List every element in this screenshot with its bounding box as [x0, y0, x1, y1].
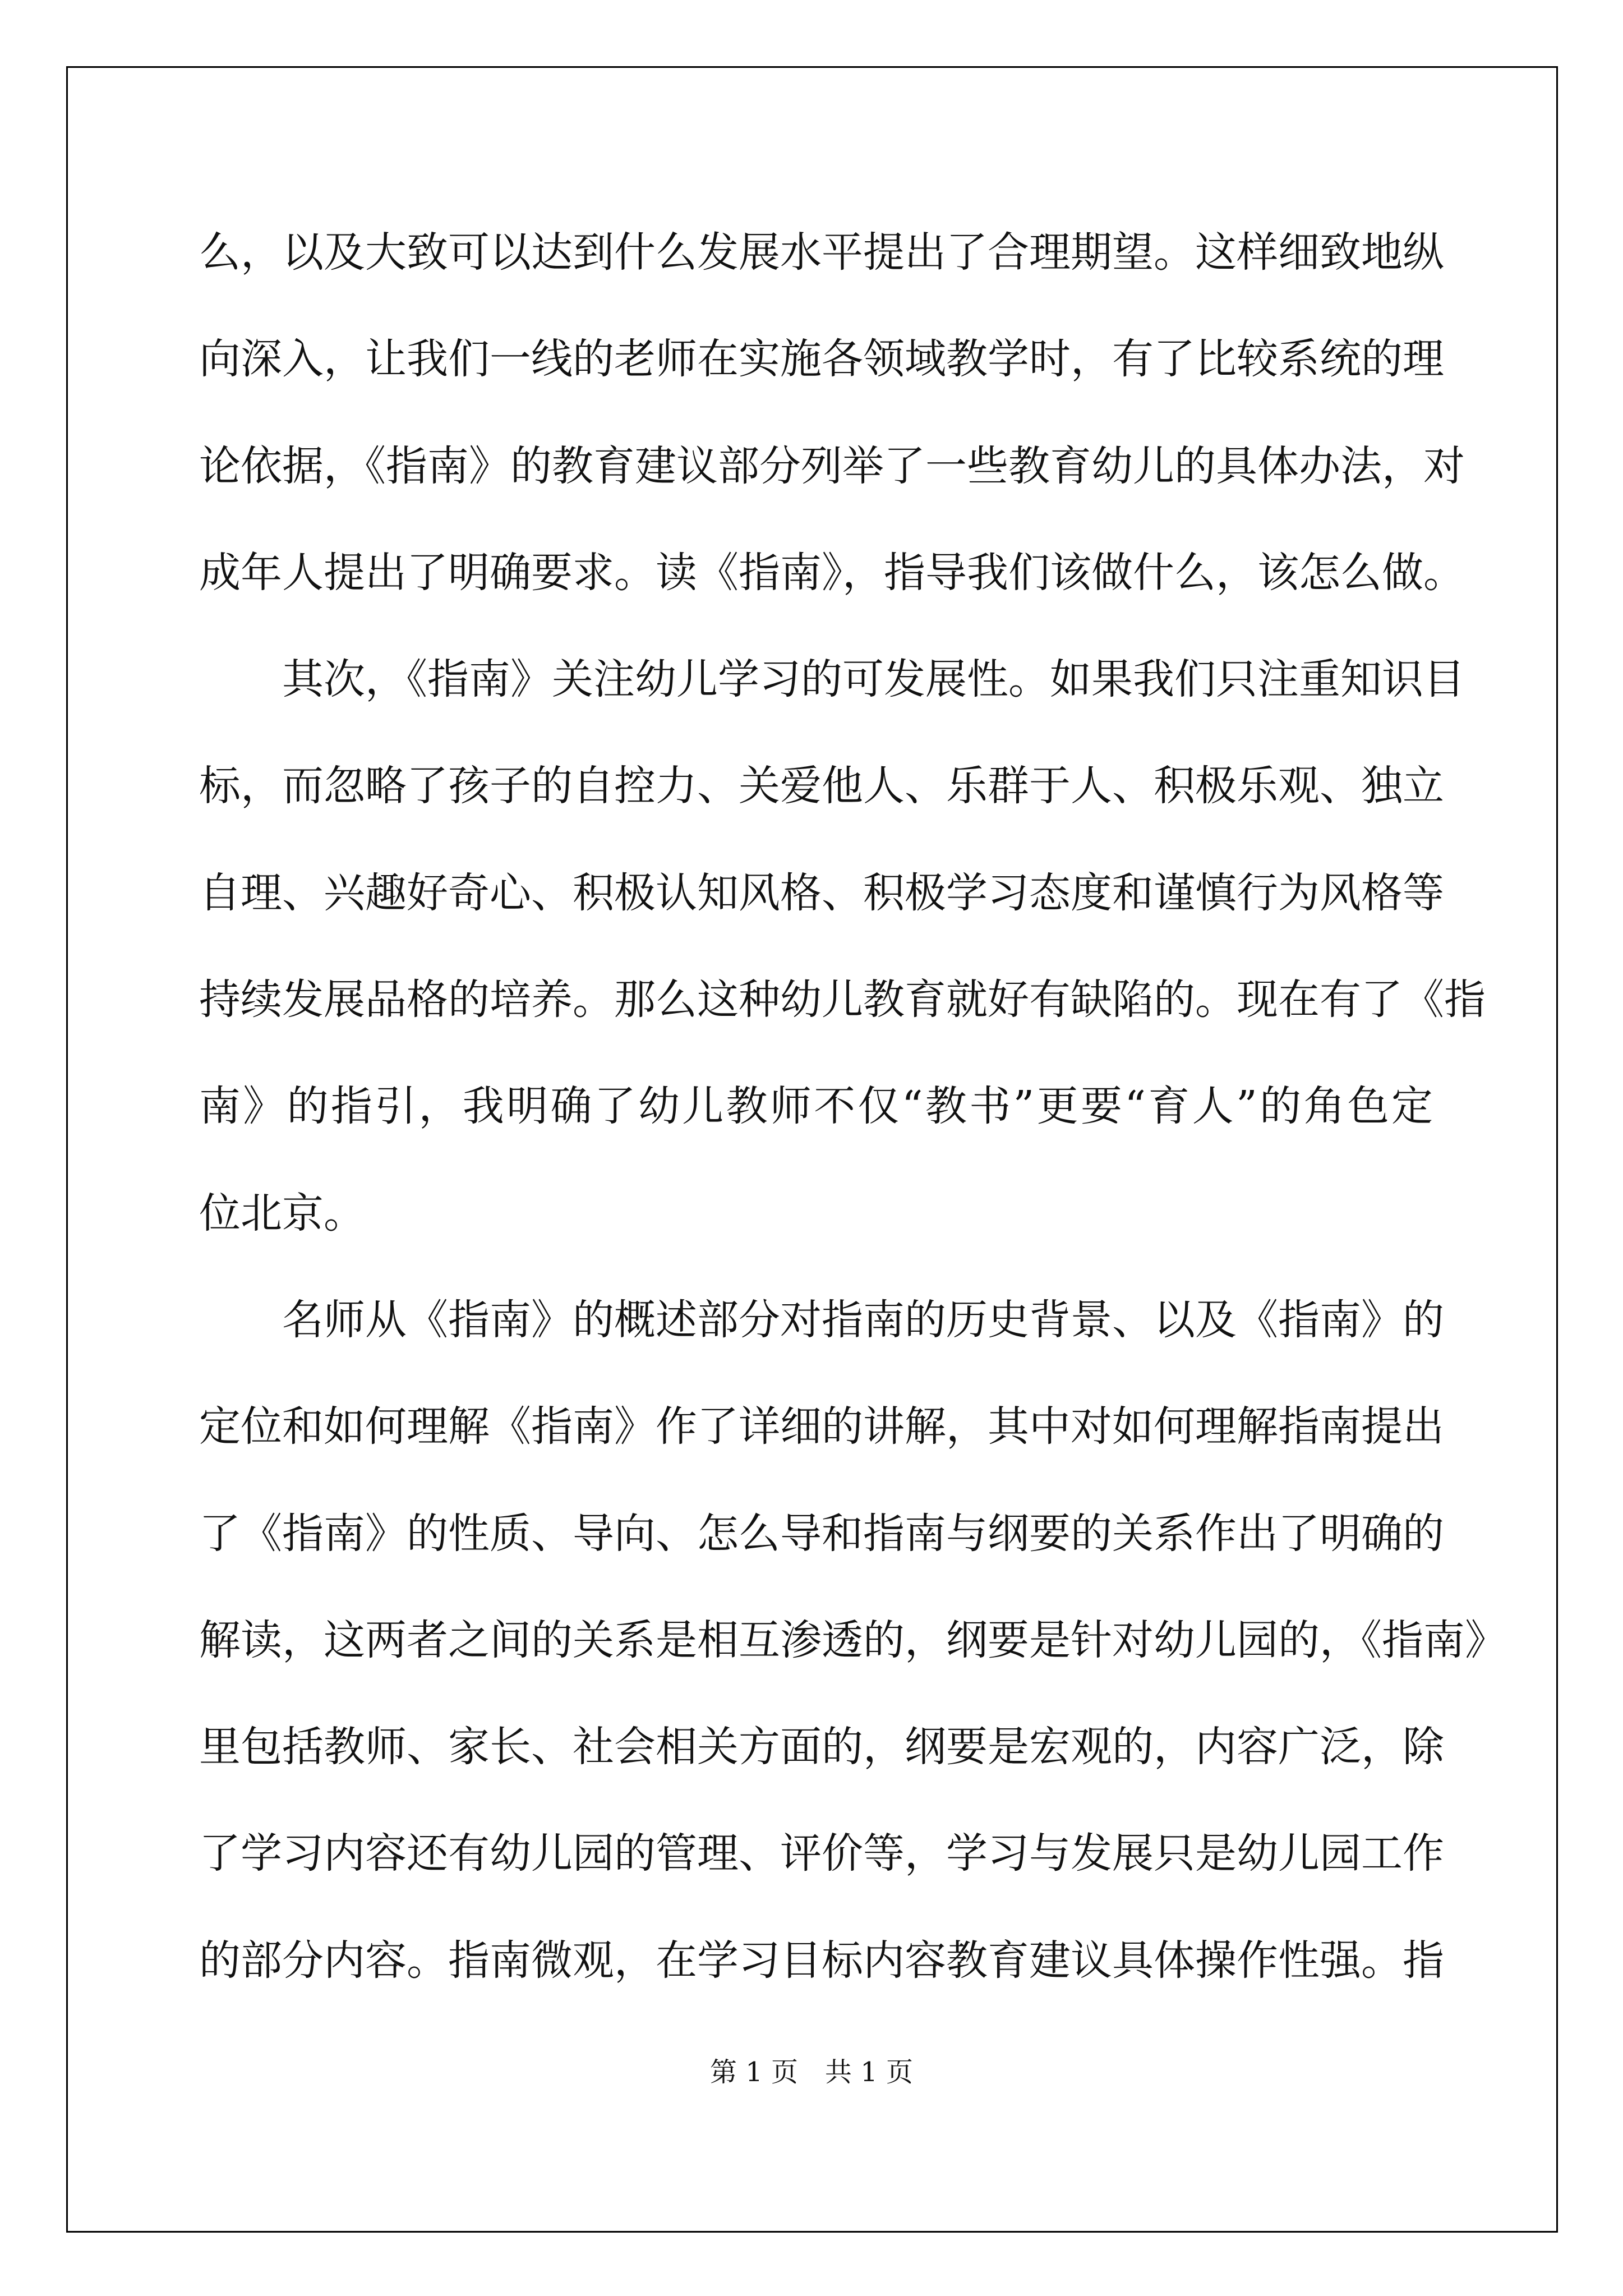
- text-line: 了学习内容还有幼儿园的管理、评价等，学习与发展只是幼儿园工作: [199, 1829, 1444, 1878]
- text-line: 里包括教师、家长、社会相关方面的，纲要是宏观的，内容广泛，除: [199, 1723, 1444, 1772]
- text-line: 位北京。: [199, 1189, 365, 1237]
- text-line: 定位和如何理解《指南》作了详细的讲解，其中对如何理解指南提出: [199, 1402, 1444, 1451]
- text-line: 其次，《指南》关注幼儿学习的可发展性。如果我们只注重知识目: [282, 655, 1465, 704]
- document-body: [199, 199, 1506, 2014]
- text-line: 么，以及大致可以达到什么发展水平提出了合理期望。这样细致地纵: [199, 228, 1444, 277]
- text-line: 向深入，让我们一线的老师在实施各领域教学时，有了比较系统的理: [199, 335, 1444, 384]
- text-line: 解读，这两者之间的关系是相互渗透的，纲要是针对幼儿园的，《指南》: [199, 1616, 1506, 1664]
- text-line: 南》的指引，我明确了幼儿教师不仅“教书”更要“育人”的角色定: [199, 1082, 1433, 1131]
- text-line: 的部分内容。指南微观，在学习目标内容教育建议具体操作性强。指: [199, 1936, 1444, 1985]
- page-footer: 第 1 页 共 1 页: [709, 2056, 914, 2088]
- text-line: 名师从《指南》的概述部分对指南的历史背景、以及《指南》的: [282, 1295, 1444, 1344]
- text-line: 成年人提出了明确要求。读《指南》，指导我们该做什么，该怎么做。: [199, 548, 1465, 597]
- text-line: 标，而忽略了孩子的自控力、关爱他人、乐群于人、积极乐观、独立: [199, 762, 1444, 811]
- text-line: 论依据，《指南》的教育建议部分列举了一些教育幼儿的具体办法，对: [199, 441, 1465, 490]
- text-line: 了《指南》的性质、导向、怎么导和指南与纲要的关系作出了明确的: [199, 1509, 1444, 1558]
- text-line: 自理、兴趣好奇心、积极认知风格、积极学习态度和谨慎行为风格等: [199, 868, 1444, 917]
- text-line: 持续发展品格的培养。那么这种幼儿教育就好有缺陷的。现在有了《指: [199, 976, 1486, 1024]
